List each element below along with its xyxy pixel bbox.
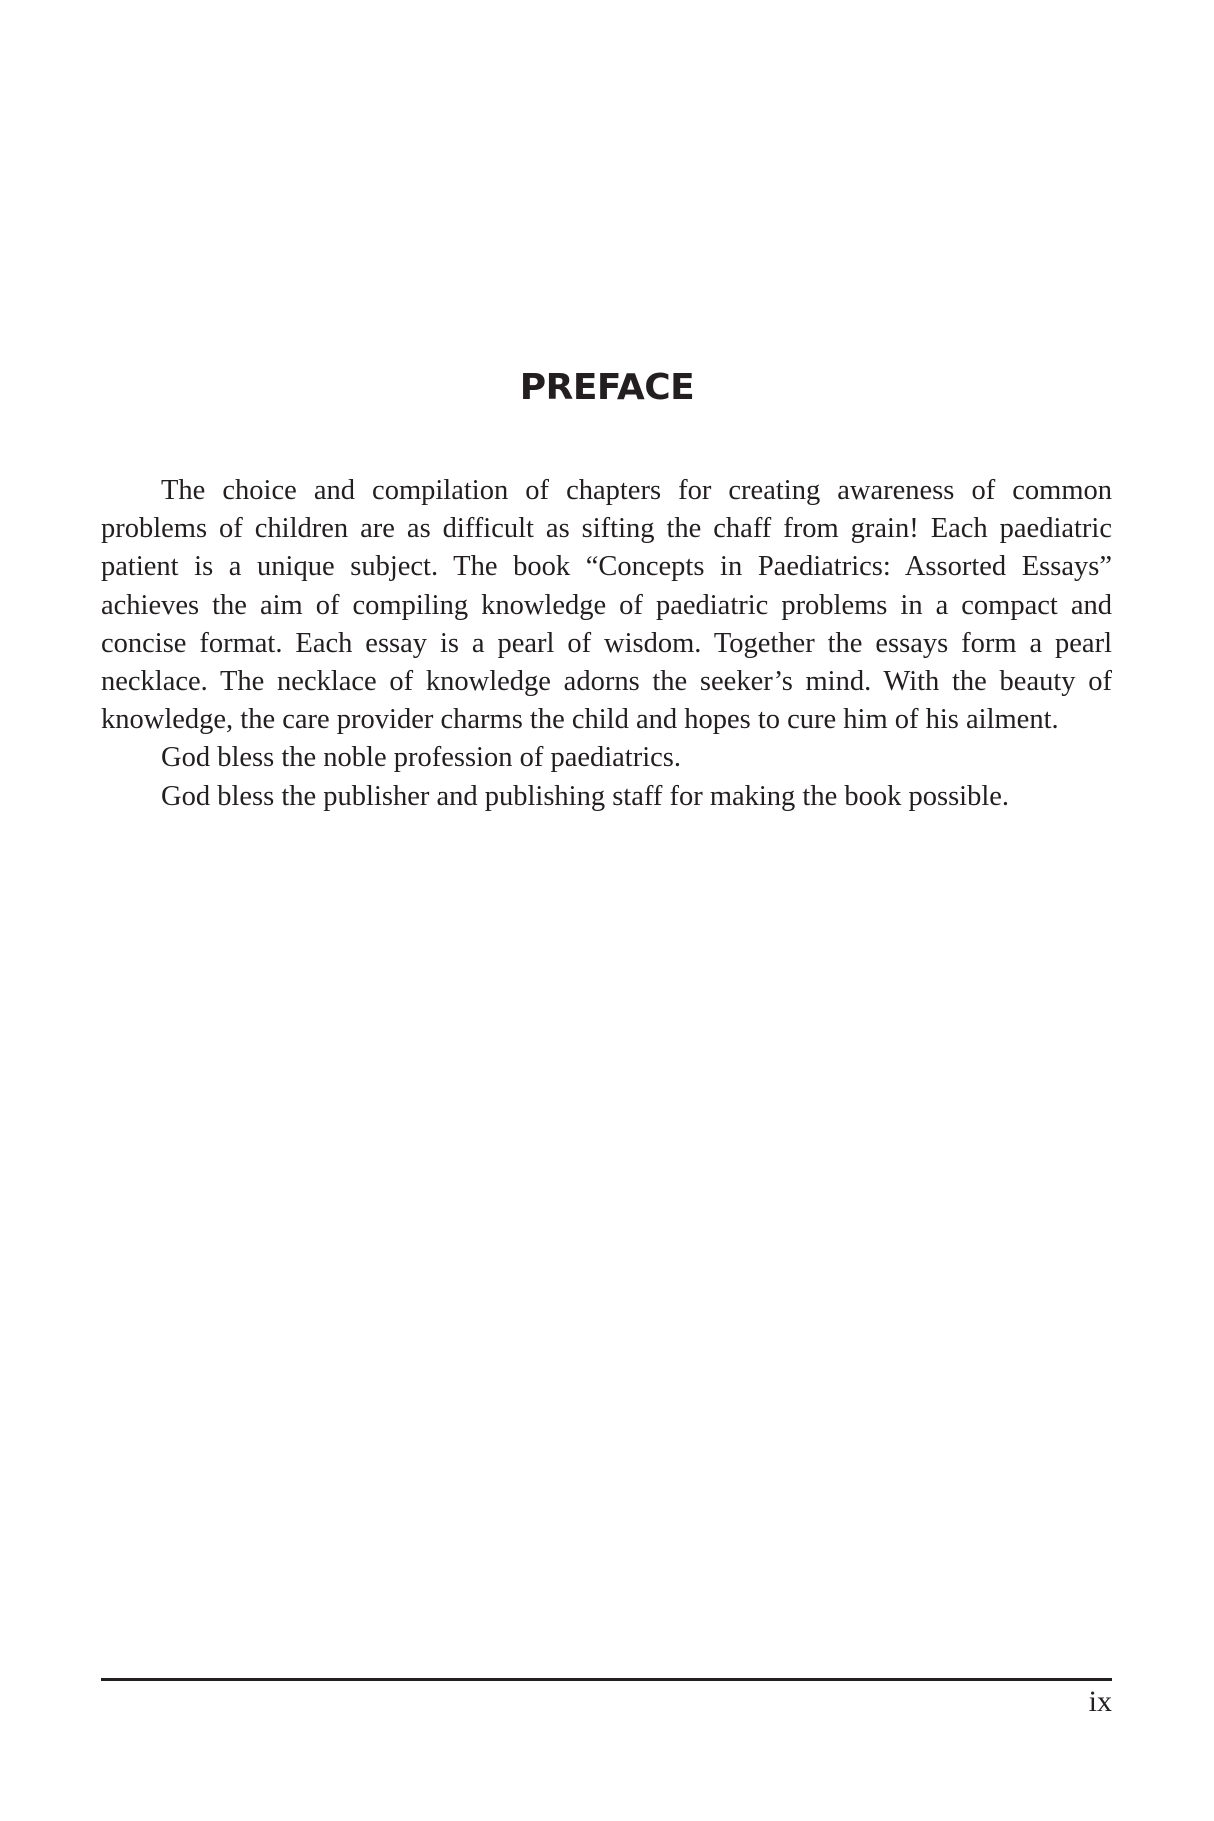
preface-paragraph-2: God bless the noble profession of paediatrics.	[161, 742, 681, 774]
page-title: PREFACE	[519, 367, 695, 408]
preface-paragraph-1: The choice and compilation of chapters for creating awareness of common problems of children are as difficult as sifting the chaff from grain! Each paediatric patient is a unique subject. The book “Concepts in Paediatrics: Assorted Essays” achieves the aim of compiling knowledge of paediatric problems in a compact and concise format. Each essay is a pearl of wisdom. Together the essays form a pearl necklace. The necklace of knowledge adorns the seeker’s mind. With the beauty of knowledge, the care provider charms the child and hopes to cure him of his ailment.	[101, 475, 1112, 736]
preface-paragraph-3: God bless the publisher and publishing staff for making the book possible.	[161, 780, 1010, 812]
footer-rule	[101, 1678, 1112, 1681]
preface-body	[101, 472, 1112, 816]
page-number: ix	[1088, 1685, 1112, 1718]
